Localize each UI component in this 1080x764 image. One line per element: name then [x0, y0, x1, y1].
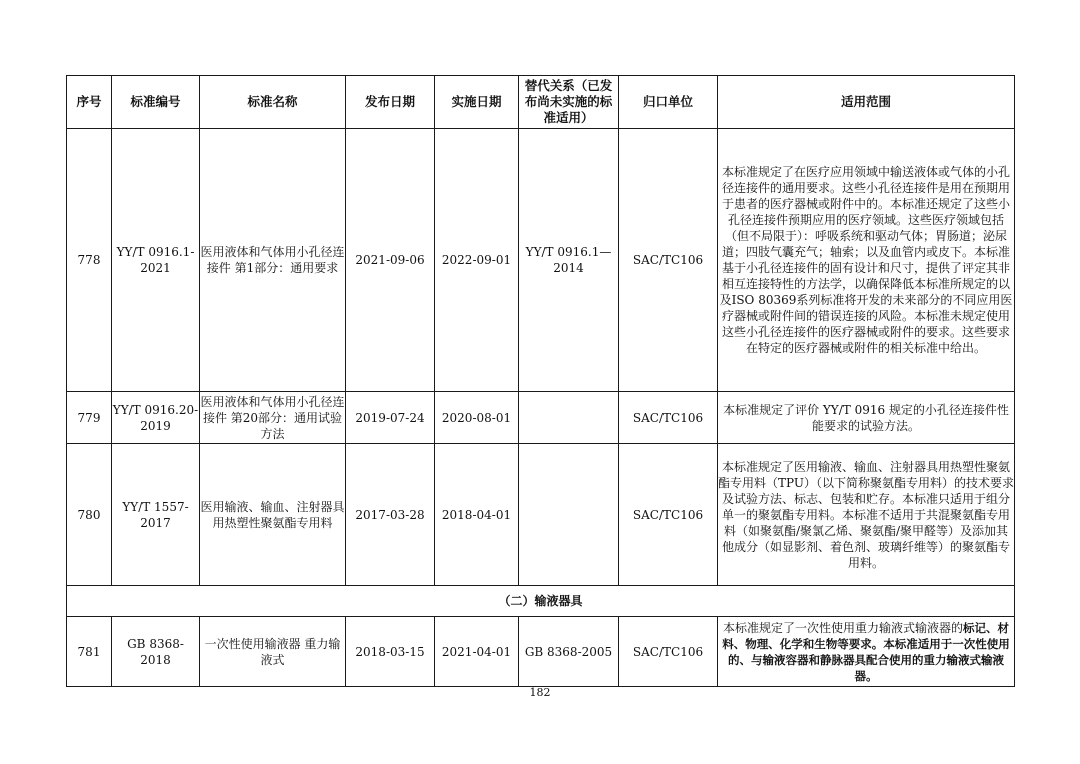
row-seq: 781: [67, 617, 112, 687]
row-name: 医用液体和气体用小孔径连接件 第1部分：通用要求: [200, 129, 346, 392]
header-name: 标准名称: [200, 76, 346, 129]
row-name: 一次性使用输液器 重力输液式: [200, 617, 346, 687]
page-number: 182: [529, 686, 551, 699]
row-effective-date: 2021-04-01: [435, 617, 519, 687]
standards-table: [66, 75, 1015, 687]
section-title: （二）输液器具: [67, 586, 1015, 617]
row-code: YY/T 0916.20-2019: [112, 392, 200, 444]
row-scope: 本标准规定了评价 YY/T 0916 规定的小孔径连接件性能要求的试验方法。: [718, 392, 1015, 444]
row-seq: 780: [67, 444, 112, 586]
row-effective-date: 2020-08-01: [435, 392, 519, 444]
row-authority: SAC/TC106: [619, 444, 718, 586]
header-scope: 适用范围: [718, 76, 1015, 129]
row-seq: 779: [67, 392, 112, 444]
header-publish-date: 发布日期: [346, 76, 435, 129]
scope-text-part2: 标记、材料、物理、化学和生物等要求。本标准适用于一次性使用的、与输液容器和静脉器具配合使用的重力输液式输液器。: [722, 620, 1010, 683]
header-code: 标准编号: [112, 76, 200, 129]
row-code: YY/T 0916.1-2021: [112, 129, 200, 392]
table-header-row: [67, 76, 1015, 129]
row-code: YY/T 1557-2017: [112, 444, 200, 586]
row-scope: [718, 617, 1015, 687]
row-effective-date: 2022-09-01: [435, 129, 519, 392]
row-replaces: YY/T 0916.1—2014: [519, 129, 619, 392]
scope-text-part1: 本标准规定了一次性使用重力输液式输液器的: [722, 620, 963, 635]
header-effective-date: 实施日期: [435, 76, 519, 129]
table-row: [67, 129, 1015, 392]
row-publish-date: 2021-09-06: [346, 129, 435, 392]
header-authority: 归口单位: [619, 76, 718, 129]
row-authority: SAC/TC106: [619, 617, 718, 687]
row-scope: 本标准规定了在医疗应用领域中输送液体或气体的小孔径连接件的通用要求。这些小孔径连接件是用在预期用于患者的医疗器械或附件中的。本标准还规定了这些小孔径连接件预期应用的医疗领域。这些医疗领域包括（但不局限于）：呼吸系统和驱动气体；胃肠道；泌尿道；四肢气囊充气；轴索；以及血管内或皮下。本标准基于小孔径连接件的固有设计和尺寸，提供了评定其非相互连接特性的方法学，以确保降低本标准所规定的以及ISO 80369系列标准将开发的未来部分的不同应用医疗器械或附件间的错误连接的风险。本标准未规定使用这些小孔径连接件的医疗器械或附件的要求。这些要求在特定的医疗器械或附件的相关标准中给出。: [718, 129, 1015, 392]
row-seq: 778: [67, 129, 112, 392]
row-name: 医用输液、输血、注射器具用热塑性聚氨酯专用料: [200, 444, 346, 586]
row-publish-date: 2018-03-15: [346, 617, 435, 687]
row-publish-date: 2017-03-28: [346, 444, 435, 586]
row-replaces: [519, 392, 619, 444]
row-scope: 本标准规定了医用输液、输血、注射器具用热塑性聚氨酯专用料（TPU）（以下简称聚氨酯专用料）的技术要求及试验方法、标志、包装和贮存。本标准只适用于组分单一的聚氨酯专用料。本标准不适用于共混聚氨酯专用料（如聚氨酯/聚氯乙烯、聚氨酯/聚甲醛等）及添加其他成分（如显影剂、着色剂、玻璃纤维等）的聚氨酯专用料。: [718, 444, 1015, 586]
section-header-row: [67, 586, 1015, 617]
table-row: [67, 444, 1015, 586]
row-authority: SAC/TC106: [619, 129, 718, 392]
row-authority: SAC/TC106: [619, 392, 718, 444]
table-row: [67, 392, 1015, 444]
row-name: 医用液体和气体用小孔径连接件 第20部分：通用试验方法: [200, 392, 346, 444]
row-effective-date: 2018-04-01: [435, 444, 519, 586]
row-publish-date: 2019-07-24: [346, 392, 435, 444]
header-replaces: 替代关系（已发布尚未实施的标准适用）: [519, 76, 619, 129]
row-replaces: [519, 444, 619, 586]
row-code: GB 8368-2018: [112, 617, 200, 687]
header-seq: 序号: [67, 76, 112, 129]
table-row: [67, 617, 1015, 687]
row-replaces: GB 8368-2005: [519, 617, 619, 687]
